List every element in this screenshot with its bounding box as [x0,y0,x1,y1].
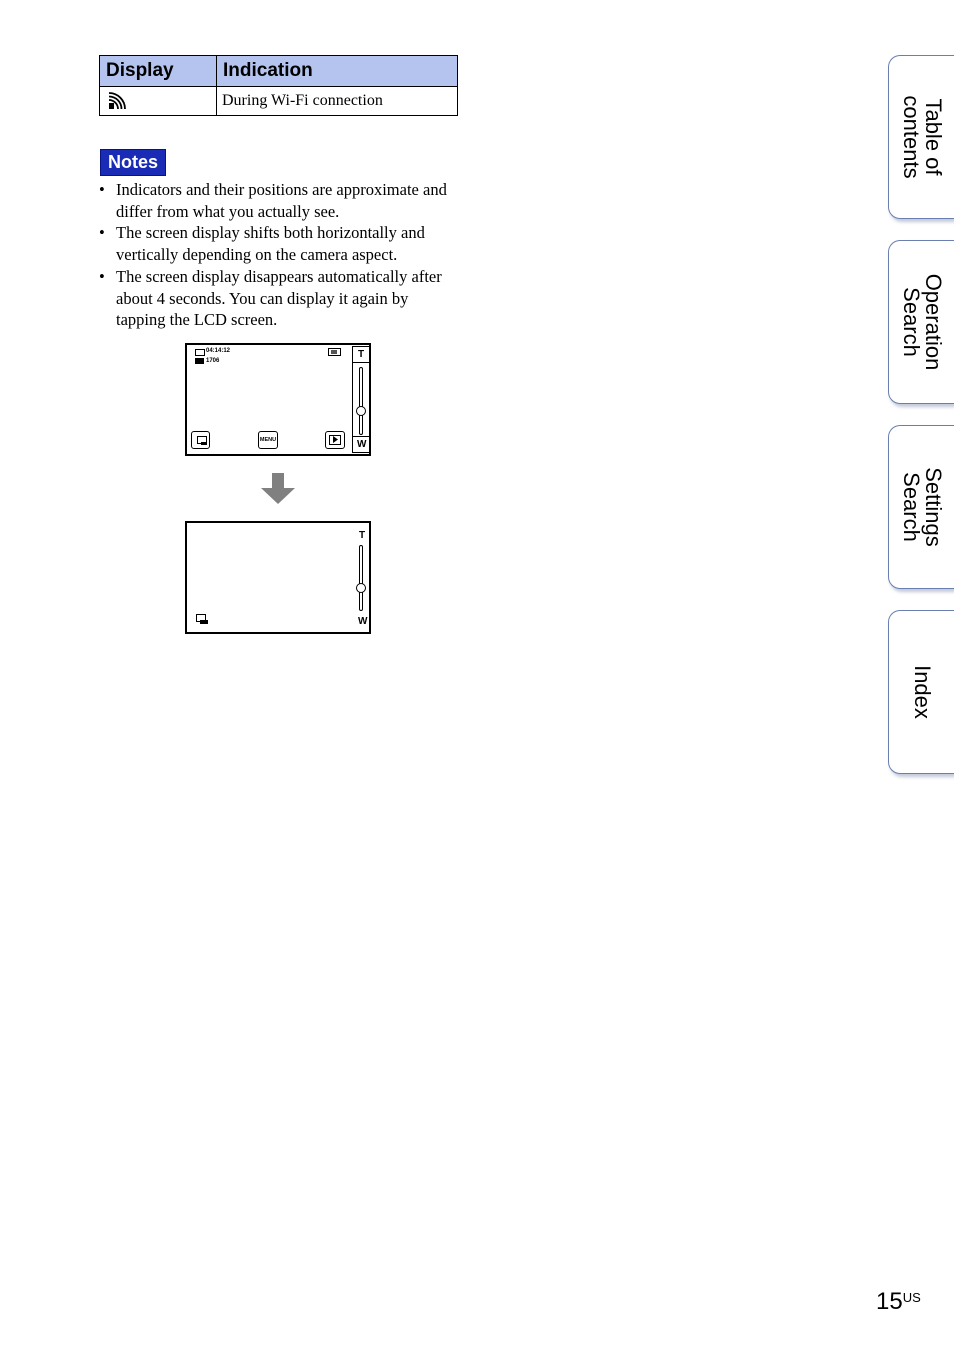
tab-table-of-contents[interactable] [888,55,954,219]
note-text: The screen display shifts both horizontally and vertically depending on the camera aspect. [116,223,425,265]
zoom-slider-handle[interactable] [356,406,366,416]
table-header-row [100,56,458,87]
notes-list [99,179,451,331]
tab-operation-search[interactable] [888,240,954,404]
tab-label: Table of contents [898,95,946,179]
zoom-tele-label: T [358,349,365,360]
list-item [99,266,451,331]
lcd-screen-with-display [185,343,371,456]
tab-index[interactable] [888,610,954,774]
zoom-bar[interactable] [352,346,370,453]
note-text: Indicators and their positions are approximate and differ from what you actually see. [116,180,447,221]
page-number: $15^{US}$ [876,1288,921,1315]
display-indication-table [99,55,458,116]
zoom-wide-label: W [357,439,367,450]
zoom-wide-label: W [358,616,368,627]
indication-cell: During Wi-Fi connection [217,87,458,116]
recordable-count: 1706 [206,358,220,364]
tab-label: Settings Search [898,467,946,547]
bullet: • [99,223,105,243]
header-display: Display [100,56,217,87]
tab-settings-search[interactable] [888,425,954,589]
recording-mode-icon [195,349,205,356]
zoom-tele-label: T [359,530,366,541]
bullet: • [99,180,105,199]
list-item [99,222,451,265]
list-item [99,179,451,222]
page-suffix: US [902,1290,921,1305]
zoom-track [359,367,363,435]
note-text: The screen display disappears automatically after about 4 seconds. You can display it again by tapping the LCD screen. [116,266,442,330]
menu-button[interactable]: MENU [258,431,278,449]
wifi-connection-icon [108,92,128,110]
bullet: • [99,266,105,286]
zoom-slider-handle[interactable] [356,583,366,593]
shooting-mode-button[interactable] [191,431,210,449]
remaining-time: 04:14:12 [206,348,231,354]
play-icon [325,431,345,449]
lcd-screen-display-hidden [185,521,371,634]
tab-label: Index [909,665,935,719]
notes-badge: Notes [100,149,166,176]
header-indication: Indication [217,56,458,87]
battery-icon [328,348,341,356]
arrow-down-icon [259,472,297,506]
playback-button[interactable] [325,431,345,449]
table-row [100,87,458,116]
tab-label: Operation Search [898,273,946,371]
display-cell [100,87,217,116]
zoom-track [359,545,363,611]
image-size-icon [195,358,204,364]
